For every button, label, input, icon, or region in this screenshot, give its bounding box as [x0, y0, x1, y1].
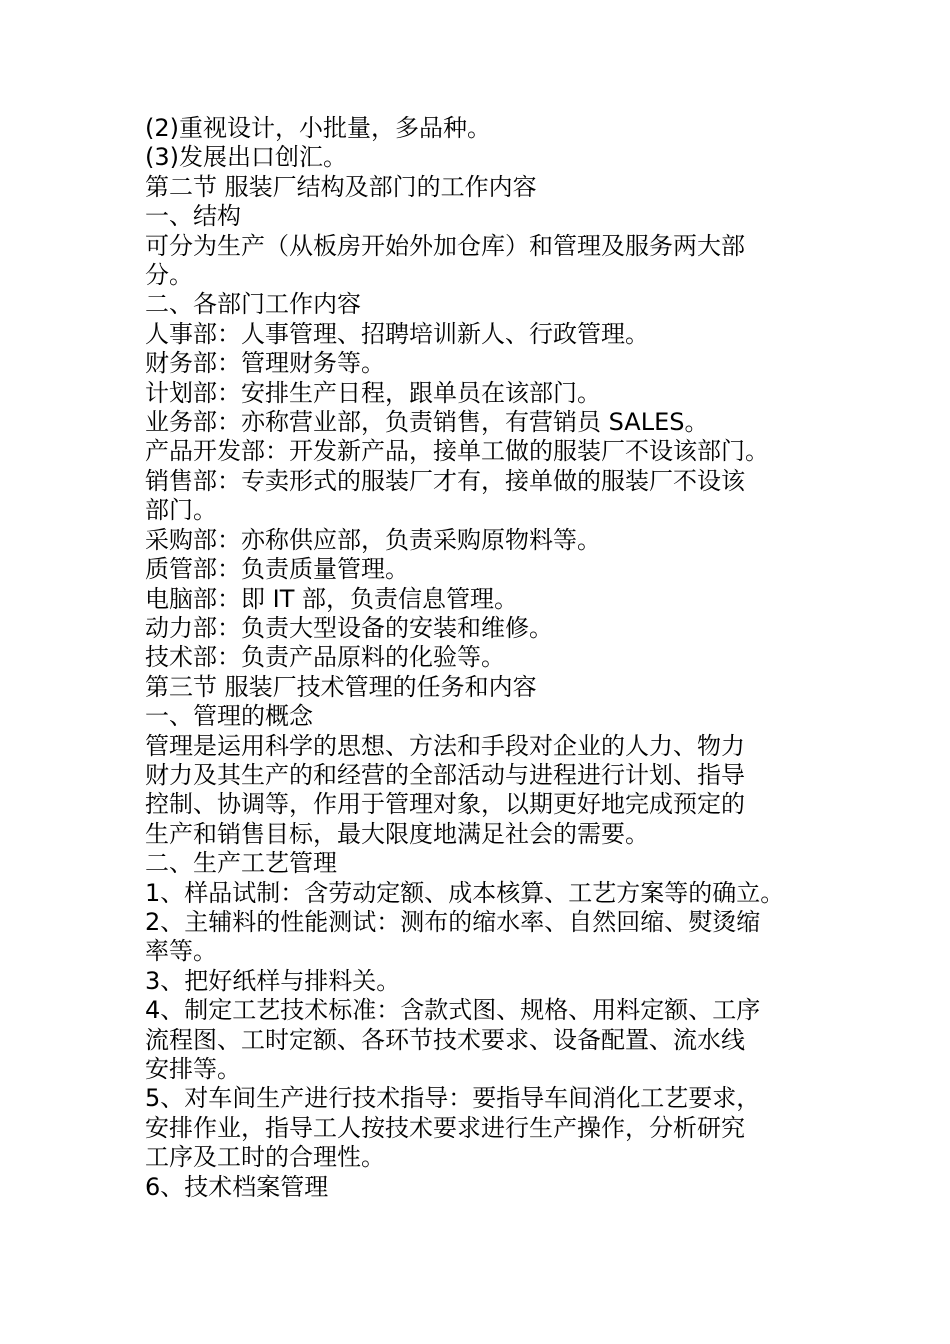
text-line: 产品开发部：开发新产品，接单工做的服装厂不设该部门。 [145, 437, 769, 466]
text-line: 二、生产工艺管理 [145, 849, 337, 878]
text-line: (3)发展出口创汇。 [145, 143, 347, 172]
document-body [145, 114, 815, 1202]
text-line: 工序及工时的合理性。 [145, 1143, 385, 1172]
text-line: 控制、协调等，作用于管理对象，以期更好地完成预定的 [145, 790, 745, 819]
text-line: 财务部：管理财务等。 [145, 349, 385, 378]
text-line: 人事部：人事管理、招聘培训新人、行政管理。 [145, 319, 649, 348]
text-line: 财力及其生产的和经营的全部活动与进程进行计划、指导 [145, 760, 745, 789]
text-line: 管理是运用科学的思想、方法和手段对企业的人力、物力 [145, 731, 745, 760]
text-line: 4、制定工艺技术标准：含款式图、规格、用料定额、工序 [145, 996, 761, 1025]
text-line: 安排作业，指导工人按技术要求进行生产操作，分析研究 [145, 1113, 745, 1142]
text-line: 一、结构 [145, 202, 241, 231]
text-line: 二、各部门工作内容 [145, 290, 361, 319]
text-line: 动力部：负责大型设备的安装和维修。 [145, 613, 553, 642]
text-line: (2)重视设计，小批量，多品种。 [145, 114, 491, 142]
text-line: 销售部：专卖形式的服装厂才有，接单做的服装厂不设该 [145, 466, 745, 495]
text-line: 业务部：亦称营业部，负责销售，有营销员 SALES。 [145, 408, 709, 437]
text-line: 2、主辅料的性能测试：测布的缩水率、自然回缩、熨烫缩 [145, 907, 761, 936]
text-line: 技术部：负责产品原料的化验等。 [145, 643, 505, 672]
text-line: 流程图、工时定额、各环节技术要求、设备配置、流水线 [145, 1025, 745, 1054]
text-line: 电脑部：即 IT 部，负责信息管理。 [145, 584, 518, 613]
text-line: 部门。 [145, 496, 217, 525]
text-line: 1、样品试制：含劳动定额、成本核算、工艺方案等的确立。 [145, 878, 785, 907]
text-line: 生产和销售目标，最大限度地满足社会的需要。 [145, 819, 649, 848]
text-line: 质管部：负责质量管理。 [145, 555, 409, 584]
text-line: 可分为生产（从板房开始外加仓库）和管理及服务两大部 [145, 231, 745, 260]
text-line: 计划部：安排生产日程，跟单员在该部门。 [145, 378, 601, 407]
text-line: 率等。 [145, 937, 217, 966]
text-line: 6、技术档案管理 [145, 1172, 329, 1201]
text-line: 第二节 服装厂结构及部门的工作内容 [145, 172, 537, 201]
text-line: 5、对车间生产进行技术指导：要指导车间消化工艺要求， [145, 1084, 761, 1113]
text-line: 分。 [145, 261, 193, 290]
text-line: 采购部：亦称供应部，负责采购原物料等。 [145, 525, 601, 554]
text-line: 一、管理的概念 [145, 702, 313, 731]
text-line: 3、把好纸样与排料关。 [145, 966, 401, 995]
text-line: 第三节 服装厂技术管理的任务和内容 [145, 672, 537, 701]
text-line: 安排等。 [145, 1055, 241, 1083]
